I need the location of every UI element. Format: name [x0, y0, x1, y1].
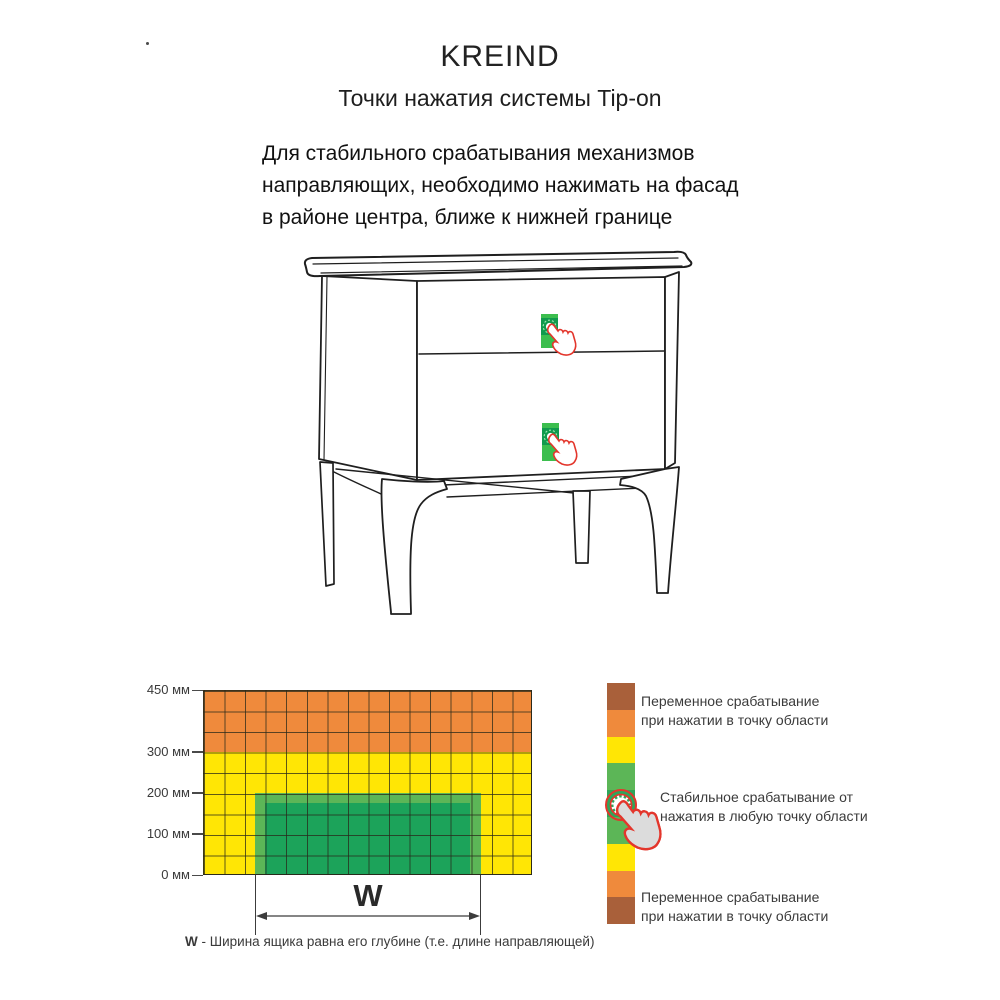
legend-text-line: при нажатии в точку области [641, 908, 829, 924]
legend-text-line: Стабильное срабатывание от [660, 789, 854, 805]
press-hand-icon [617, 801, 660, 849]
tick-mark [192, 690, 203, 692]
tick-450: 450 мм [146, 682, 190, 697]
side-panel [319, 276, 417, 480]
w-caption-text: - Ширина ящика равна его глубине (т.е. длине направляющей) [201, 934, 595, 949]
back-right-leg [573, 491, 590, 563]
tick-mark [192, 792, 203, 794]
legend-text-line: при нажатии в точку области [641, 712, 829, 728]
legend-text-line: Переменное срабатывание [641, 889, 820, 905]
back-left-leg [320, 462, 334, 586]
nightstand-drawing [280, 245, 720, 645]
nightstand-outline [305, 252, 691, 614]
legend-segment [607, 683, 635, 710]
tick-0: 0 мм [161, 867, 190, 882]
w-caption [185, 934, 594, 949]
legend-entry-variable-top [641, 692, 828, 730]
legend-text-line: нажатия в любую точку области [660, 808, 868, 824]
front-right-leg [620, 467, 679, 593]
intro-paragraph [262, 138, 739, 234]
legend-segment [607, 737, 635, 764]
legend-entry-stable [660, 788, 868, 826]
w-label: W [353, 878, 383, 913]
intro-line: направляющих, необходимо нажимать на фасад [262, 174, 739, 197]
right-stile [665, 272, 679, 469]
w-extension-line-left [255, 875, 256, 935]
grid-lines [203, 690, 532, 875]
tick-200: 200 мм [146, 784, 190, 800]
legend-segment [607, 710, 635, 737]
w-dimension-arrow [255, 908, 481, 924]
w-caption-symbol: W [185, 934, 198, 949]
tick-mark [192, 833, 203, 835]
legend-text-line: Переменное срабатывание [641, 693, 820, 709]
tick-100: 100 мм [146, 825, 190, 841]
tick-mark [192, 875, 203, 877]
intro-line: в районе центра, ближе к нижней границе [262, 206, 673, 229]
legend-press-icon [592, 779, 668, 863]
press-zone-map [203, 690, 532, 875]
w-extension-line-right [480, 875, 481, 935]
front-left-leg [381, 479, 447, 614]
brand-title: KREIND [440, 40, 560, 73]
drawer-front [417, 277, 665, 480]
intro-line: Для стабильного срабатывания механизмов [262, 142, 695, 165]
page-subtitle: Точки нажатия системы Tip-on [338, 85, 662, 111]
legend-segment [607, 871, 635, 898]
tick-300: 300 мм [146, 743, 190, 759]
legend-entry-variable-bottom [641, 888, 828, 926]
tick-mark [192, 751, 203, 753]
legend-segment [607, 897, 635, 924]
